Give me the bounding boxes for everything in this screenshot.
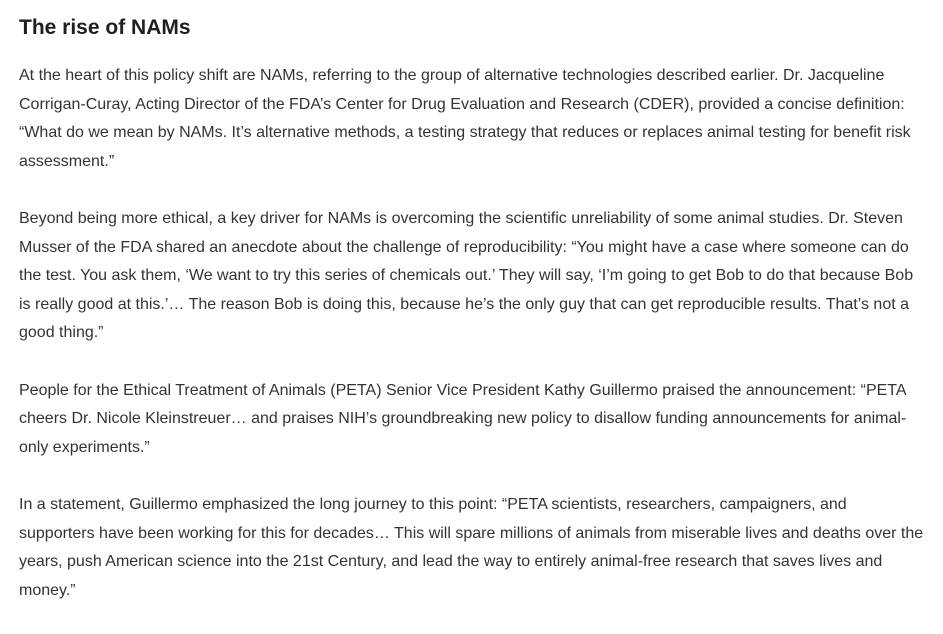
paragraph-guillermo-statement: In a statement, Guillermo emphasized the long journey to this point: “PETA scientists, researchers, campaigners, and supporters have been working for this for decades… This will spare millions of animals from miserable lives and deaths over the years, push American science into the 21st Century, and lead the way to entirely animal-free research that saves lives and money.” — [19, 496, 924, 599]
section-heading: The rise of NAMs — [19, 16, 191, 39]
article — [19, 14, 924, 605]
paragraph-reproducibility: Beyond being more ethical, a key driver for NAMs is overcoming the scientific unreliability of some animal studies. Dr. Steven Musser of the FDA shared an anecdote about the challenge of reproducibility: “You might have a case where someone can do the test. You ask them, ‘We want to try this series of chemicals out.’ They will say, ‘I’m going to get Bob to do that because Bob is really good at this.’… The reason Bob is doing this, because he’s the only guy that can get reproducible results. That’s not a good thing.” — [19, 210, 914, 341]
paragraph-nams-definition: At the heart of this policy shift are NAMs, referring to the group of alternative technologies described earlier. Dr. Jacqueline Corrigan-Curay, Acting Director of the FDA’s Center for Drug Evaluation and Research (CDER), provided a concise definition: “What do we mean by NAMs. It’s alternative methods, a testing strategy that reduces or replaces animal testing for benefit risk assessment.” — [19, 67, 911, 170]
paragraph-peta-praise: People for the Ethical Treatment of Animals (PETA) Senior Vice President Kathy Guillermo praised the announcement: “PETA cheers Dr. Nicole Kleinstreuer… and praises NIH’s groundbreaking new policy to disallow funding announcements for animal-only experiments.” — [19, 381, 907, 456]
